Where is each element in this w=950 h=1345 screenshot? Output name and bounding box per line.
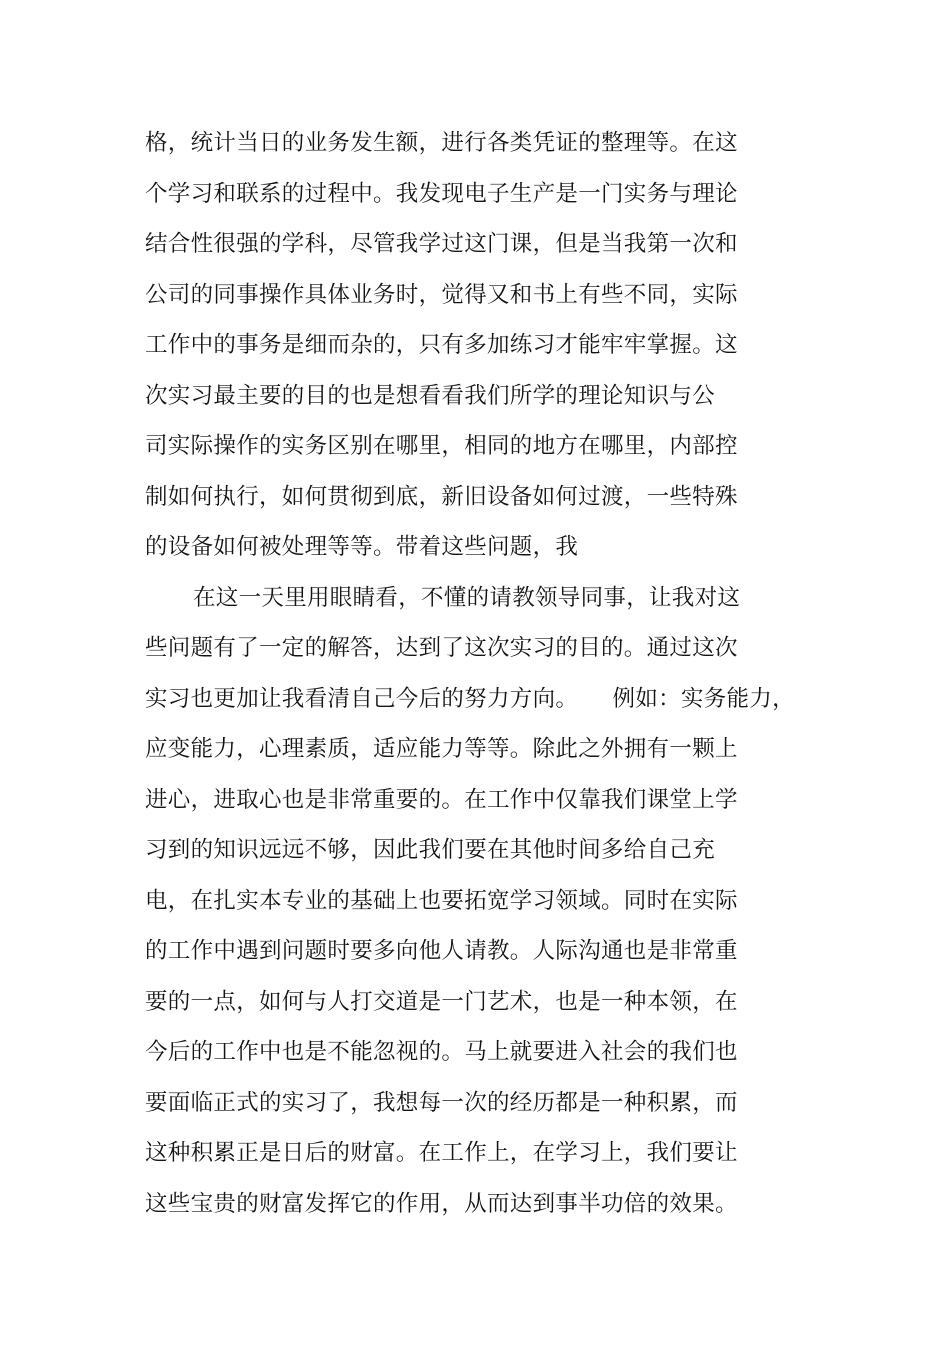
- text-line: 结合性很强的学科，尽管我学过这门课，但是当我第一次和: [145, 231, 738, 257]
- text-line: 要面临正式的实习了，我想每一次的经历都是一种积累，而: [145, 1089, 738, 1116]
- text-line: 实习也更加让我看清自己今后的努力方向。 例如：实务能力，: [145, 685, 795, 712]
- text-line: 些问题有了一定的解答，达到了这次实习的目的。通过这次: [145, 635, 738, 661]
- text-line: 的工作中遇到问题时要多向他人请教。人际沟通也是非常重: [145, 938, 738, 964]
- text-line: 次实习最主要的目的也是想看看我们所学的理论知识与公: [145, 382, 716, 409]
- text-line: 的设备如何被处理等等。带着这些问题，我: [145, 534, 579, 560]
- text-line: 格，统计当日的业务发生额，进行各类凭证的整理等。在这: [145, 130, 738, 156]
- text-line: 公司的同事操作具体业务时，觉得又和书上有些不同，实际: [145, 281, 738, 308]
- text-line: 进心，进取心也是非常重要的。在工作中仅靠我们课堂上学: [145, 786, 738, 813]
- text-line: 习到的知识远远不够，因此我们要在其他时间多给自己充: [145, 837, 716, 863]
- text-line: 应变能力，心理素质，适应能力等等。除此之外拥有一颗上: [145, 736, 738, 762]
- text-line: 这种积累正是日后的财富。在工作上，在学习上，我们要让: [145, 1140, 738, 1166]
- text-line: 司实际操作的实务区别在哪里，相同的地方在哪里，内部控: [145, 433, 738, 459]
- text-line: 工作中的事务是细而杂的，只有多加练习才能牢牢掌握。这: [145, 332, 738, 358]
- text-line: 电，在扎实本专业的基础上也要拓宽学习领域。同时在实际: [145, 887, 738, 914]
- text-line: 要的一点，如何与人打交道是一门艺术，也是一种本领，在: [145, 988, 738, 1015]
- text-line: 个学习和联系的过程中。我发现电子生产是一门实务与理论: [145, 180, 738, 207]
- text-line: 这些宝贵的财富发挥它的作用，从而达到事半功倍的效果。: [145, 1190, 738, 1217]
- body-text: [145, 118, 845, 1229]
- text-line: 制如何执行，如何贯彻到底，新旧设备如何过渡，一些特殊: [145, 483, 738, 510]
- text-line: 今后的工作中也是不能忽视的。马上就要进入社会的我们也: [145, 1039, 738, 1065]
- paragraph-start-line: 在这一天里用眼睛看，不懂的请教领导同事，让我对这: [193, 584, 741, 611]
